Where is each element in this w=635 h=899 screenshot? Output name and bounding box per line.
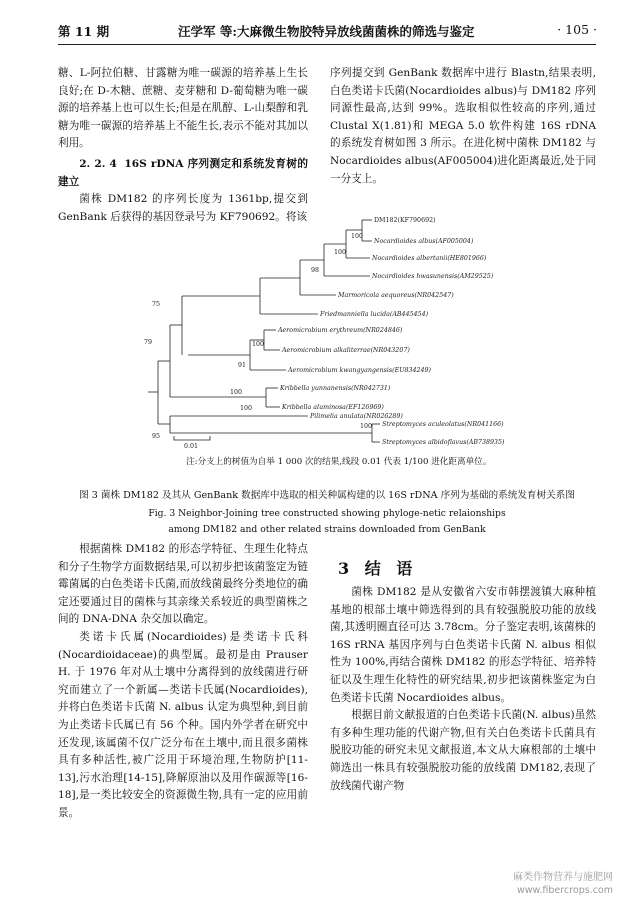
scale-label: 0.01 [184, 443, 199, 450]
bootstrap-value: 100 [240, 405, 253, 412]
tree-taxa-labels [277, 217, 505, 446]
bootstrap-value: 100 [351, 233, 364, 240]
bootstrap-value: 100 [334, 249, 347, 256]
paragraph-identification: 根据菌株 DM182 的形态学特征、生理生化特点和分子生物学方面数据结果,可以初步把该菌鉴定为链霉菌属的白色类诺卡氏菌,而放线菌最终分类地位的确定还要通过目的菌株与其亲缘关系较近的典型菌株之间的 DNA-DNA 杂交加以确定。 [58, 543, 308, 626]
taxon-label: Kribbella yunnanensis(NR042731) [280, 385, 391, 392]
paragraph-conclusion-1: 菌株 DM182 是从安徽省六安市韩摆渡镇大麻种植基地的根部土壤中筛选得到的具有较强脱胶功能的放线菌,其透明圈直径可达 3.78cm。分子鉴定表明,该菌株的 16S rRNA 基因序列与白色类诺卡氏菌 N. albus 相似性为 100%,再结合菌株 DM182 的形态学特征、培养特征以及生理生化特性的研究结果,初步把该菌株鉴定为白色类诺卡氏菌 Nocardioides albus。 [330, 586, 596, 704]
taxon-label: Aeromicrobium erythreum(NR024846) [278, 327, 403, 334]
section-title: 16S rDNA 序列测定和系统发育树的建立 [58, 157, 308, 188]
taxon-label: Streptomyces albidoflavus(AB738935) [382, 439, 505, 446]
right-column-bottom [330, 584, 596, 795]
scale-bar [174, 436, 210, 450]
section-number: 2. 2. 4 [79, 157, 117, 170]
paragraph-conclusion-2: 根据目前文献报道的白色类诺卡氏菌(N. albus)虽然有多种生理功能的代谢产物,但有关白色类诺卡氏菌具有脱胶功能的研究未见文献报道,本文从大麻根部的土壤中筛选出一株具有较强脱胶功能的放线菌 DM182,表现了放线菌代谢产物 [330, 709, 596, 792]
figure-caption-en [58, 506, 596, 538]
page-number: · 105 · [557, 22, 597, 37]
paragraph-carbon-sources: 糖、L-阿拉伯糖、甘露糖为唯一碳源的培养基上生长良好;在 D-木糖、蔗糖、麦芽糖和 D-葡萄糖为唯一碳源的培养基上也可以生长;但是在肌醇、L-山梨醇和乳糖为唯一碳源的培养基上不能生长,表示不能对其加以利用。 [58, 67, 308, 150]
left-column-top [58, 65, 308, 226]
taxon-label: Nocardioides albertanii(HE801966) [372, 255, 487, 262]
bootstrap-value: 91 [238, 362, 247, 369]
bootstrap-value: 79 [144, 339, 153, 346]
taxon-label: Nocardioides albus(AF005004) [374, 238, 474, 245]
paragraph-nocardioides: 类诺卡氏属(Nocardioides)是类诺卡氏科(Nocardioidaceae)的典型属。最初是由 Prauser H. 于 1976 年对从土壤中分离得到的放线菌进行研究而建立了一个新属—类诺卡氏属(Nocardioides),并将白色类诺卡氏菌 N. albus 认定为典型种,到目前为止类诺卡氏属已有 56 个种。国内外学者在研究中还发现,该属菌不仅广泛分布在土壤中,而且很多菌株具有多种活性,被广泛用于环境治理,生物防护[11-13],污水治理[14-15],降解原油以及用作碳源等[16-18],是一类比较安全的资源微生物,具有一定的应用前景。 [58, 630, 308, 819]
bootstrap-value: 95 [152, 433, 161, 440]
paragraph-blastn: 序列提交到 GenBank 数据库中进行 Blastn,结果表明,白色类诺卡氏菌(Nocardioides albus)与 DM182 序列同源性最高,达到 99%。选取相似性较高的序列,通过 Clustal X(1.81)和 MEGA 5.0 软件构建 16S rDNA 的系统发育树如图 3 所示。在进化树中菌株 DM182 与 Nocardioides albus(AF005004)进化距离最近,处于同一分支上。 [330, 67, 596, 185]
taxon-label: Kribbella aluminosa(EF126969) [282, 404, 384, 411]
figure-caption-en-line1: Fig. 3 Neighbor-Joining tree constructed showing phyloge-netic relaionships [148, 508, 506, 519]
right-column-top [330, 65, 596, 188]
watermark-url: www.fibercrops.com [516, 885, 613, 896]
bootstrap-value: 98 [311, 267, 320, 274]
taxon-label: Pilimelia anulata(NR026289) [310, 413, 403, 420]
figure-caption-cn: 图 3 菌株 DM182 及其从 GenBank 数据库中选取的相关种属构建的以 16S rDNA 序列为基础的系统发育树关系图 [79, 490, 575, 501]
paragraph-sequence-length: 菌株 DM182 的序列长度为 1361bp,提交到 GenBank 后获得的基因登录号为 KF790692。将该 [58, 193, 308, 223]
running-header [58, 20, 597, 42]
bootstrap-value: 100 [230, 389, 243, 396]
section-heading-conclusion: 3 结 语 [338, 559, 418, 578]
taxon-label: Aeromicrobium alkaliterrae(NR043207) [282, 347, 410, 354]
taxon-label: DM182(KF790692) [374, 217, 436, 224]
taxon-label: Aeromicrobium kwangyangensis(EU834249) [288, 367, 432, 374]
bootstrap-value: 100 [360, 423, 373, 430]
taxon-label: Nocardioides hwasunensis(AM29525) [372, 273, 494, 280]
watermark-site-name: 麻类作物营养与施肥网 [513, 872, 613, 883]
taxon-label: Streptomyces aculeolatus(NR041166) [382, 421, 504, 428]
taxon-label: Marmoricola aequoreus(NR042547) [338, 292, 454, 299]
running-title: 汪学军 等:大麻微生物胶特异放线菌菌株的筛选与鉴定 [178, 24, 475, 39]
left-column-bottom [58, 541, 308, 823]
figure-note: 注:分支上的树值为自举 1 000 次的结果,线段 0.01 代表 1/100 进化距离单位。 [186, 457, 492, 467]
issue-number: 第 11 期 [58, 24, 110, 39]
phylogenetic-tree-figure [140, 212, 540, 450]
taxon-label: Friedmanniella lucida(AB445454) [320, 311, 429, 318]
bootstrap-value: 100 [252, 341, 265, 348]
figure-caption-en-line2: among DM182 and other related strains downloaded from GenBank [168, 524, 486, 535]
header-rule [58, 44, 596, 45]
bootstrap-value: 75 [152, 301, 161, 308]
section-heading-2-2-4 [58, 156, 308, 191]
